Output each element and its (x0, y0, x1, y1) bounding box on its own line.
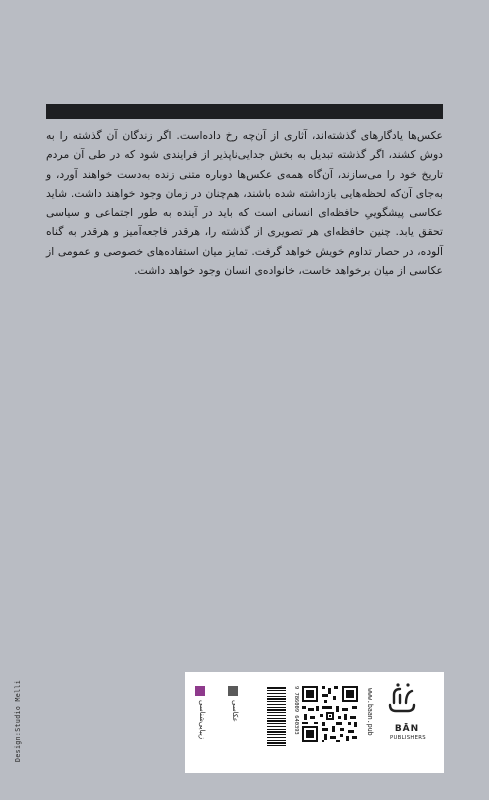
designer-credit: Design:Studio Melli (14, 679, 22, 762)
blurb-paragraph: عکس‌ها یادگارهای گذشته‌اند، آثاری از آن‌چه رخ داده‌است. اگر زندگان آن گذشته را به دوش کشند، اگر گذشته تبدیل به بخش جدایی‌ناپذیر از فرایندی شود که در طی آن مردم تاریخ خود را می‌سازند، آن‌گاه همه‌ی عکس‌ها دوباره متنی زنده به‌دست خواهند آورد، و به‌جای آن‌که لحظه‌هایی بازداشته شده باشند، هم‌چنان در زمان وجود خواهند داشت. شاید عکاسی پیشگوییِ حافظه‌ای انسانی است که باید در آینده به طور اجتماعی و سیاسی تحقق یابد. چنین حافظه‌ای هر تصویری از گذشته را، هرقدر فاجعه‌آمیز و هرقدر به گناه آلوده، در حصار تداوم خویش خواهد گرفت. تمایز میان استفاده‌های خصوصی و عمومی از عکاسی از میان برخواهد خاست، خانواده‌ی انسان وجود خواهد داشت. (46, 129, 443, 278)
qr-code (300, 684, 360, 744)
category-swatch-photography (228, 686, 238, 696)
publisher-website: www.baan.pub (366, 688, 374, 736)
category-label-photography: عکاسی (231, 700, 239, 722)
baan-logo-icon (384, 681, 418, 715)
publisher-brand (390, 724, 424, 741)
publisher-subtitle: PUBLISHERS (390, 735, 426, 741)
isbn-barcode (267, 686, 286, 746)
category-swatch-aesthetics (195, 686, 205, 696)
back-cover-blurb (46, 126, 443, 280)
top-divider-bar (46, 104, 443, 119)
category-label-aesthetics: زیبایی‌شناسی (198, 700, 206, 740)
isbn-text: 9 786009 640393 (293, 686, 299, 735)
publisher-name: BĀN (394, 724, 420, 734)
